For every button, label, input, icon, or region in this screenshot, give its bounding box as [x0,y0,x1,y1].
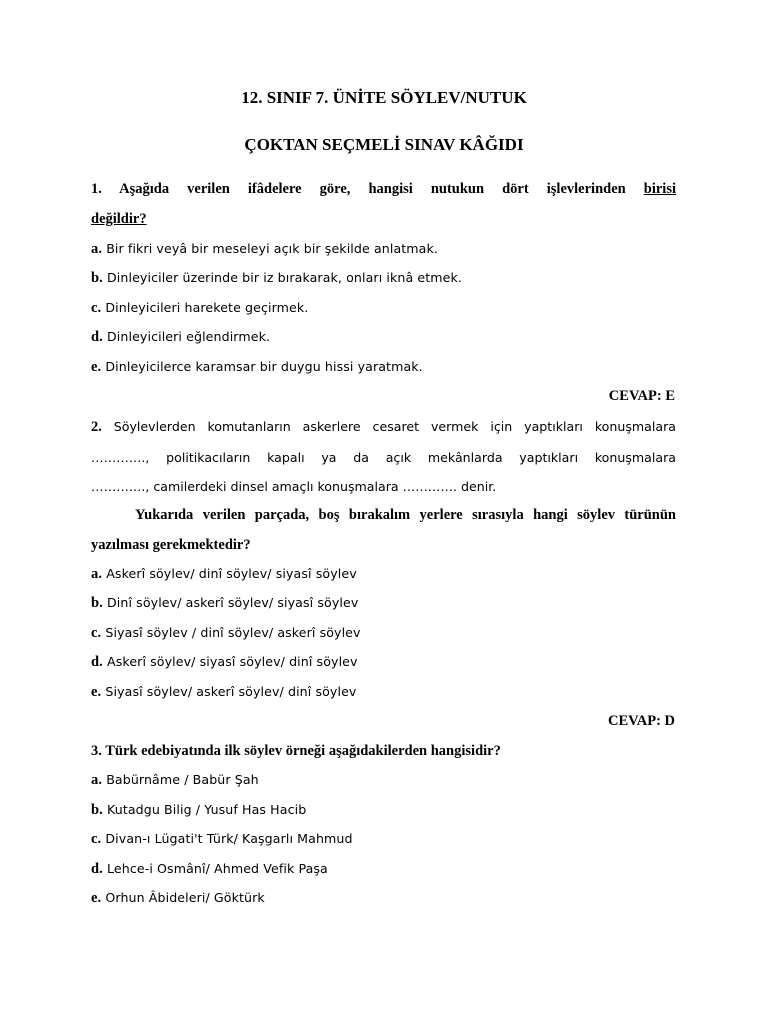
question-2-option-b: b. Dinî söylev/ askerî söylev/ siyasî söylev [91,595,359,611]
question-2-stem: 2. Söylevlerden komutanların askerlere cesaret vermek için yaptıkları konuşmalara …………., politikacıların kapalı ya da açık mekânlarda yaptıkları konuşmalara …………., camilerdeki dinsel amaçlı konuşmalara …………. denir. [91,419,676,495]
question-1-stem [91,175,676,234]
page-title: 12. SINIF 7. ÜNİTE SÖYLEV/NUTUK [241,88,527,107]
question-1-underlined: birisi [643,181,676,197]
question-3-text: Türk edebiyatında ilk söylev örneği aşağıdakilerden hangisidir? [105,743,501,759]
question-2-option-c: c. Siyasî söylev / dinî söylev/ askerî söylev [91,625,361,641]
question-2-number: 2. [91,419,102,435]
question-1-number: 1. [91,181,102,197]
question-1-answer: CEVAP: E [608,388,675,404]
question-3-option-a: a. Babürnâme / Babür Şah [91,772,259,788]
question-2-option-e: e. Siyasî söylev/ askerî söylev/ dinî söylev [91,684,357,700]
question-3-number: 3. [91,743,102,759]
question-2-answer: CEVAP: D [608,713,675,729]
question-1-emphasis: değildir? [91,210,147,227]
question-1-text: Aşağıda verilen ifâdelere göre, hangisi nutukun dört işlevlerinden [119,181,626,197]
question-1-option-e: e. Dinleyicilerce karamsar bir duygu hissi yaratmak. [91,359,423,375]
question-2-option-a: a. Askerî söylev/ dinî söylev/ siyasî söylev [91,566,357,582]
question-1-option-d: d. Dinleyicileri eğlendirmek. [91,329,271,345]
question-3-stem [91,741,676,761]
question-3-option-c: c. Divan-ı Lügati't Türk/ Kaşgarlı Mahmud [91,831,353,847]
question-3-option-d: d. Lehce-i Osmânî/ Ahmed Vefik Paşa [91,861,328,877]
page-subtitle: ÇOKTAN SEÇMELİ SINAV KÂĞIDI [244,135,524,154]
question-2-option-d: d. Askerî söylev/ siyasî söylev/ dinî söylev [91,654,358,670]
question-3-option-b: b. Kutadgu Bilig / Yusuf Has Hacib [91,802,307,818]
question-1-option-a: a. Bir fikri veyâ bir meseleyi açık bir şekilde anlatmak. [91,241,438,257]
question-3-option-e: e. Orhun Âbideleri/ Göktürk [91,890,265,906]
question-1-option-c: c. Dinleyicileri harekete geçirmek. [91,300,309,316]
question-2-prompt: Yukarıda verilen parçada, boş bırakalım yerlere sırasıyla hangi söylev türünün yazılması gerekmektedir? [91,507,676,553]
question-1-option-b: b. Dinleyiciler üzerinde bir iz bırakarak, onları iknâ etmek. [91,270,463,286]
